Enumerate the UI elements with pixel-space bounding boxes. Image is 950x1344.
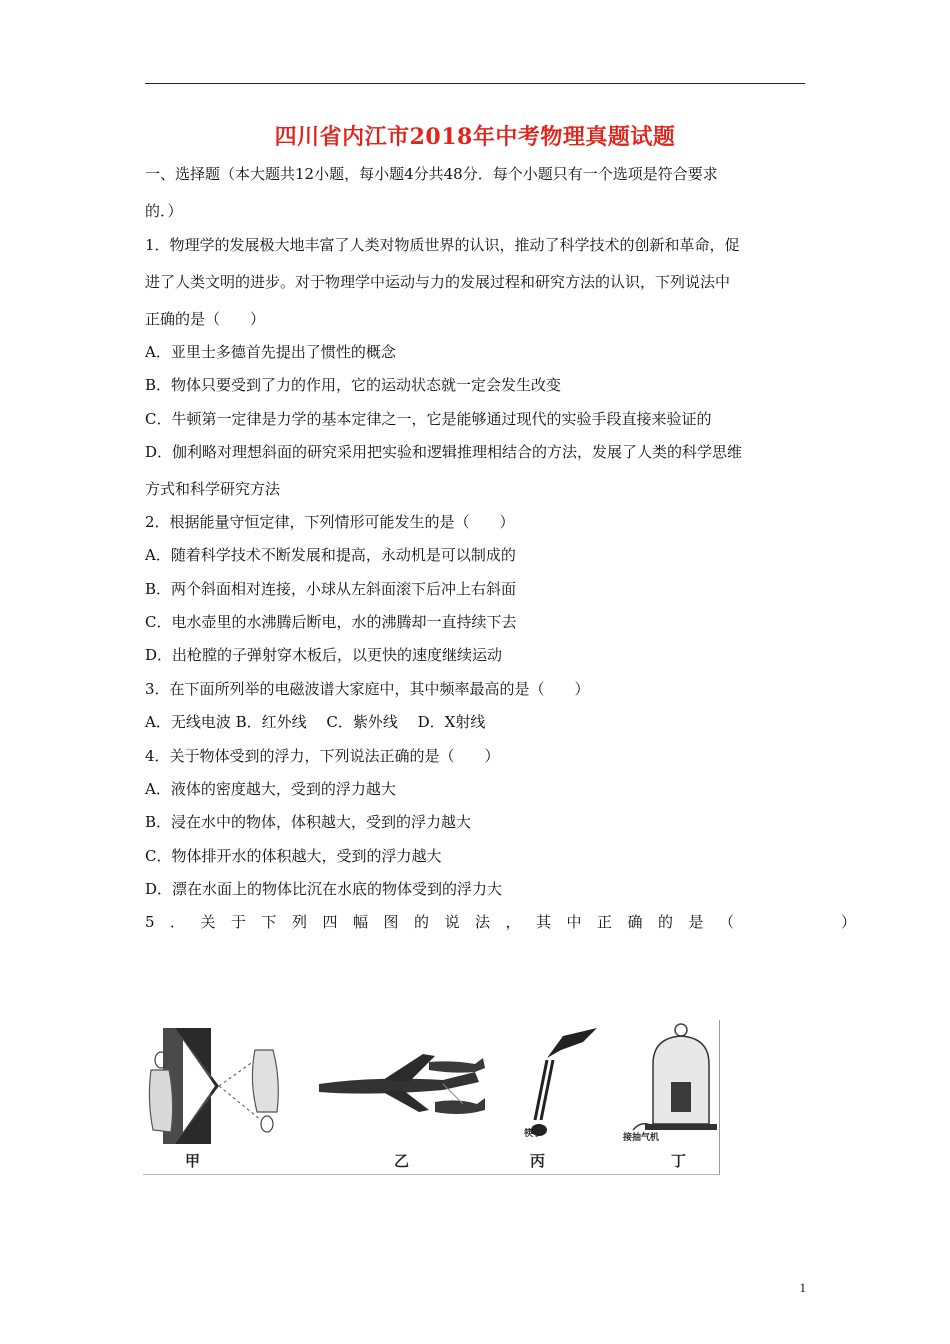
- header-rule: [145, 83, 805, 84]
- q1-stem-line-3: 正确的是（ ）: [145, 310, 266, 328]
- q2-option-d: D．出枪膛的子弹射穿木板后，以更快的速度继续运动: [145, 646, 503, 664]
- section-heading-line-2: 的．）: [145, 202, 183, 220]
- q5-figure: [143, 1020, 720, 1175]
- figure-label-jia: 甲: [185, 1152, 201, 1170]
- q1-stem-line-1: 1．物理学的发展极大地丰富了人类对物质世界的认识，推动了科学技术的创新和革命，促: [145, 236, 740, 254]
- figure-label-yi: 乙: [394, 1152, 410, 1170]
- q2-option-a: A．随着科学技术不断发展和提高，永动机是可以制成的: [145, 546, 516, 564]
- q4-option-d: D．漂在水面上的物体比沉在水底的物体受到的浮力大: [145, 880, 503, 898]
- q1-option-d-line-1: D．伽利略对理想斜面的研究采用把实验和逻辑推理相结合的方法，发展了人类的科学思维: [145, 443, 743, 461]
- figure-label-ding: 丁: [671, 1152, 687, 1170]
- q3-stem: 3．在下面所列举的电磁波谱大家庭中，其中频率最高的是（ ）: [145, 680, 590, 698]
- q4-option-b: B．浸在水中的物体，体积越大，受到的浮力越大: [145, 813, 472, 831]
- pump-caption: 接抽气机: [623, 1133, 660, 1143]
- q1-option-b: B．物体只要受到了力的作用，它的运动状态就一定会发生改变: [145, 376, 562, 394]
- chopsticks-caption: 筷子: [524, 1129, 543, 1139]
- q1-stem-line-2: 进了人类文明的进步。对于物理学中运动与力的发展过程和研究方法的认识，下列说法中: [145, 273, 731, 291]
- figure-bing-chopsticks: [531, 1028, 597, 1136]
- figure-jia-mirror: [149, 1028, 278, 1144]
- q4-stem: 4．关于物体受到的浮力，下列说法正确的是（ ）: [145, 747, 500, 765]
- q5-stem: 5．关于下列四幅图的说法，其中正确的是（ ）: [145, 913, 872, 931]
- q1-option-c: C．牛顿第一定律是力学的基本定律之一，它是能够通过现代的实验手段直接来验证的: [145, 410, 712, 428]
- q1-option-d-line-2: 方式和科学研究方法: [145, 480, 281, 498]
- q4-option-c: C．物体排开水的体积越大，受到的浮力越大: [145, 847, 442, 865]
- q2-stem: 2．根据能量守恒定律，下列情形可能发生的是（ ）: [145, 513, 515, 531]
- figure-yi-aircraft: [319, 1054, 485, 1114]
- page-number: 1: [799, 1280, 806, 1295]
- figure-ding-bell-jar: [633, 1024, 717, 1130]
- q2-option-c: C．电水壶里的水沸腾后断电，水的沸腾却一直持续下去: [145, 613, 517, 631]
- section-heading-line-1: 一、选择题（本大题共12小题，每小题4分共48分．每个小题只有一个选项是符合要求: [145, 165, 718, 183]
- q4-option-a: A．液体的密度越大，受到的浮力越大: [145, 780, 396, 798]
- q5-figure-illustration: [143, 1020, 719, 1174]
- document-title: 四川省内江市2018年中考物理真题试题: [274, 124, 676, 150]
- q3-options: A．无线电波 B．红外线 C．紫外线 D．X射线: [145, 713, 486, 731]
- q2-option-b: B．两个斜面相对连接，小球从左斜面滚下后冲上右斜面: [145, 580, 517, 598]
- figure-label-bing: 丙: [530, 1152, 546, 1170]
- q1-option-a: A．亚里士多德首先提出了惯性的概念: [145, 343, 396, 361]
